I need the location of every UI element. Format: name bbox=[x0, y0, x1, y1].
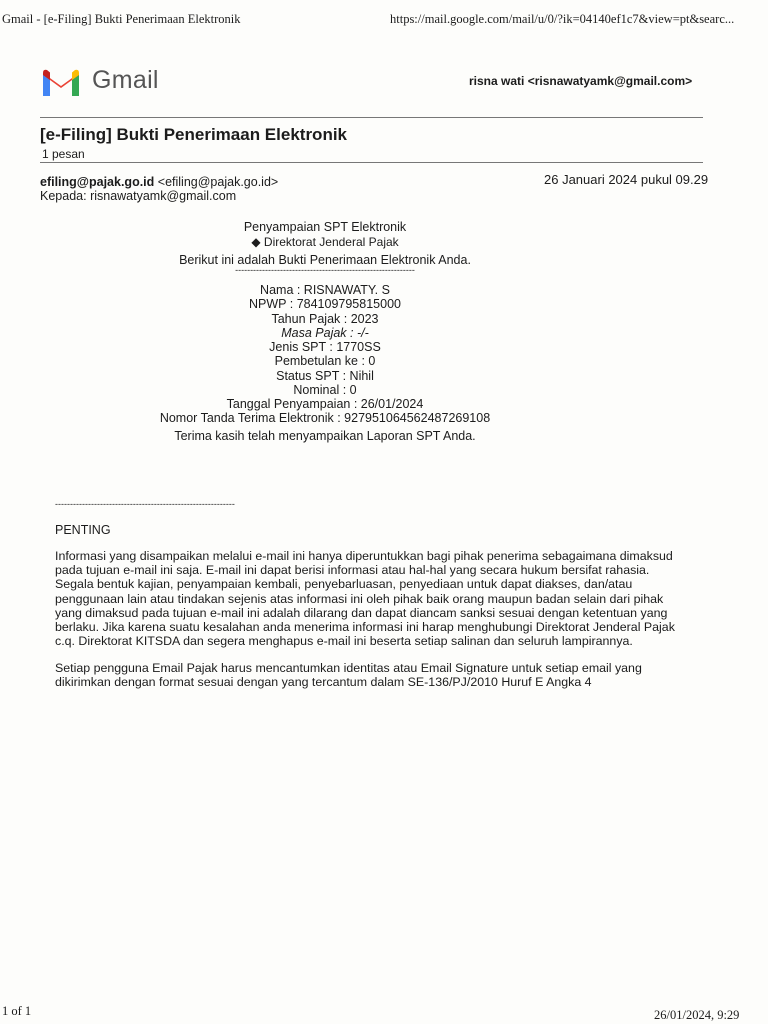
notice-line: dikirimkan dengan format sesuai dengan yang tercantum dalam SE-136/PJ/2010 Huruf E Angka 4 bbox=[55, 675, 592, 690]
notice-line: berlaku. Jika karena suatu kesalahan anda menerima informasi ini harap menghubungi Direktorat Jenderal Pajak bbox=[55, 620, 675, 635]
diamond-icon: ◆ bbox=[251, 235, 261, 249]
subject-divider bbox=[40, 162, 703, 163]
notice-paragraph-1 bbox=[55, 549, 715, 648]
gmail-logo-icon bbox=[40, 66, 82, 98]
receipt-thanks: Terima kasih telah menyampaikan Laporan SPT Anda. bbox=[174, 429, 476, 443]
notice-separator: ------------------------------------------------------------ bbox=[55, 499, 235, 509]
notice-heading: PENTING bbox=[55, 523, 111, 537]
receipt-heading: Penyampaian SPT Elektronik bbox=[243, 220, 407, 234]
notice-line: Informasi yang disampaikan melalui e-mail ini hanya diperuntukkan bagi pihak penerima sebagaimana dimaksud bbox=[55, 549, 673, 563]
notice-line: Segala bentuk kajian, penyampaian kembali, penyebarluasan, penyediaan untuk dapat diakses, dan/atau bbox=[55, 577, 633, 592]
receipt-field: Jenis SPT : 1770SS bbox=[269, 340, 381, 354]
sent-date: 26 Januari 2024 pukul 09.29 bbox=[544, 172, 709, 187]
notice-line: yang dimaksud pada tujuan e-mail ini adalah dilarang dan dapat diancam sanksi sesuai dengan ketentuan yang bbox=[55, 605, 668, 620]
print-datetime: 26/01/2024, 9:29 bbox=[654, 1008, 740, 1022]
sender-line bbox=[40, 175, 278, 189]
receipt-field: Nama : RISNAWATY. S bbox=[260, 283, 390, 297]
receipt-issuer: Direktorat Jenderal Pajak bbox=[263, 235, 399, 249]
print-page-title: Gmail - [e-Filing] Bukti Penerimaan Elektronik bbox=[2, 12, 241, 26]
notice-line: c.q. Direktorat KITSDA dan segera menghapus e-mail ini beserta setiap salinan dan seluruh lampirannya. bbox=[55, 634, 633, 649]
header-divider bbox=[40, 117, 703, 118]
print-page-number: 1 of 1 bbox=[2, 1004, 32, 1018]
gmail-wordmark: Gmail bbox=[92, 66, 159, 94]
email-subject: [e-Filing] Bukti Penerimaan Elektronik bbox=[40, 125, 348, 144]
receipt-field: Tanggal Penyampaian : 26/01/2024 bbox=[226, 397, 424, 411]
message-count: 1 pesan bbox=[42, 147, 85, 161]
receipt-intro: Berikut ini adalah Bukti Penerimaan Elektronik Anda. bbox=[179, 253, 471, 267]
print-page-url: https://mail.google.com/mail/u/0/?ik=04140ef1c7&view=pt&searc... bbox=[390, 12, 735, 26]
receipt-field: Status SPT : Nihil bbox=[276, 369, 374, 383]
receipt-field: Masa Pajak : -/- bbox=[281, 326, 369, 340]
sender-email: <efiling@pajak.go.id> bbox=[157, 175, 279, 189]
receipt-field: Nominal : 0 bbox=[293, 383, 357, 397]
recipient-label: Kepada: bbox=[40, 189, 87, 203]
receipt-field: Pembetulan ke : 0 bbox=[274, 354, 376, 368]
receipt-separator: ------------------------------------------------------------ bbox=[235, 265, 415, 275]
account-identity: risna wati <risnawatyamk@gmail.com> bbox=[469, 74, 693, 88]
recipient-email: risnawatyamk@gmail.com bbox=[90, 189, 237, 203]
sender-name: efiling@pajak.go.id bbox=[40, 175, 155, 189]
recipient-line bbox=[40, 189, 236, 203]
receipt-field: Nomor Tanda Terima Elektronik : 927951064562487269108 bbox=[159, 411, 491, 425]
notice-line: pada tujuan e-mail ini saja. E-mail ini dapat berisi informasi atau hal-hal yang secara hukum bersifat rahasia. bbox=[55, 563, 650, 578]
notice-line: Setiap pengguna Email Pajak harus mencantumkan identitas atau Email Signature untuk setiap email yang bbox=[55, 661, 642, 675]
receipt-issuer-line bbox=[80, 235, 570, 249]
receipt-field: Tahun Pajak : 2023 bbox=[271, 312, 379, 326]
notice-paragraph-2 bbox=[55, 661, 715, 689]
receipt-field: NPWP : 784109795815000 bbox=[249, 297, 401, 311]
notice-line: penggunaan lain atau tindakan sejenis atas informasi ini oleh pihak baik orang maupun badan selain dari pihak bbox=[55, 591, 664, 606]
